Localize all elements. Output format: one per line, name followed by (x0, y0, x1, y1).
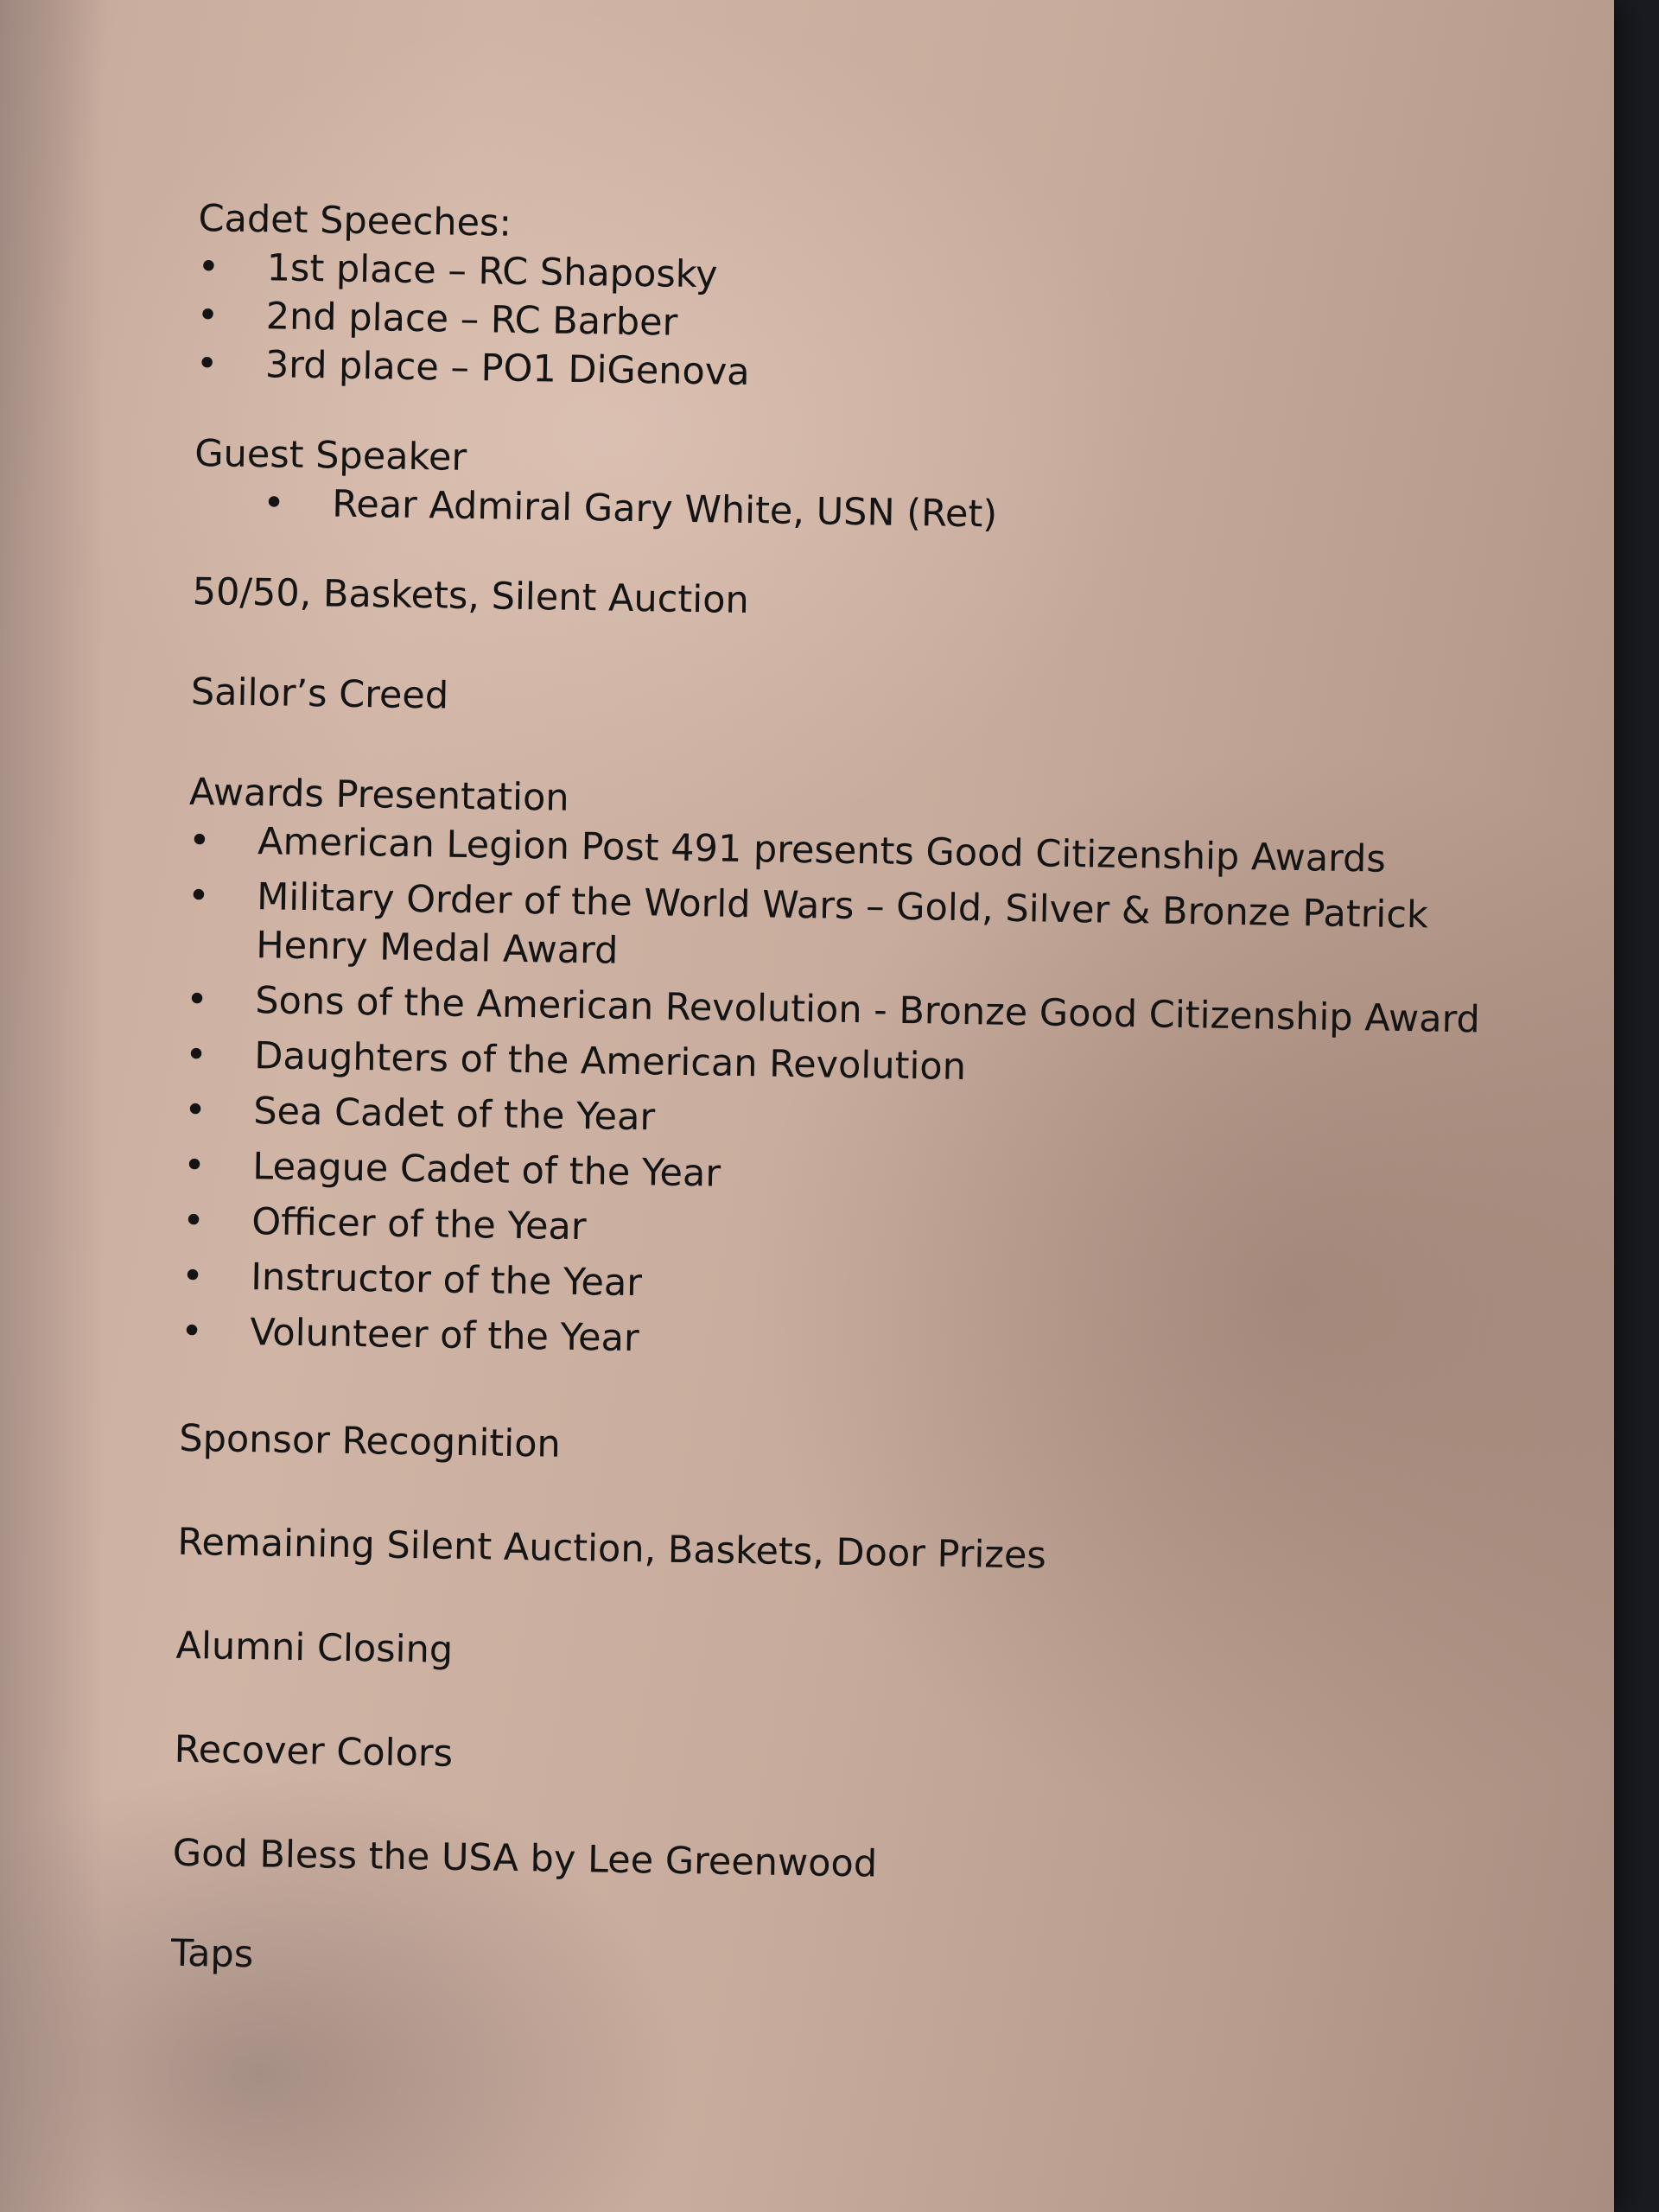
remaining-auction-heading: Remaining Silent Auction, Baskets, Door Prizes (177, 1520, 1047, 1578)
alumni-closing-heading: Alumni Closing (175, 1624, 454, 1672)
section-awards (181, 768, 1537, 1376)
guest-speaker-heading: Guest Speaker (194, 431, 467, 480)
recover-colors-heading: Recover Colors (174, 1727, 454, 1776)
list-item: • American Legion Post 491 presents Good Citizenship Awards (188, 817, 1537, 886)
program-agenda (171, 194, 1547, 1999)
list-item: • Sea Cadet of the Year (184, 1086, 1533, 1155)
list-item: • Military Order of the World Wars – Gold, Silver & Bronze Patrick Henry Medal Award (187, 872, 1536, 989)
list-item: • League Cadet of the Year (183, 1141, 1532, 1211)
list-item: • Rear Admiral Gary White, USN (Ret) (263, 479, 1542, 547)
list-item: • Instructor of the Year (181, 1252, 1530, 1321)
list-item: • Officer of the Year (182, 1197, 1531, 1266)
sailors-creed-heading: Sailor’s Creed (190, 670, 449, 718)
sponsor-recognition-heading: Sponsor Recognition (178, 1416, 562, 1466)
awards-list (181, 817, 1537, 1376)
list-item: • Sons of the American Revolution - Bronze Good Citizenship Award (186, 976, 1535, 1045)
list-item: • 2nd place – RC Barber (196, 291, 1545, 360)
auction-heading: 50/50, Baskets, Silent Auction (192, 569, 750, 623)
awards-heading: Awards Presentation (188, 770, 570, 820)
section-cadet-speeches (195, 194, 1546, 409)
taps-heading: Taps (170, 1931, 254, 1977)
list-item: • Daughters of the American Revolution (185, 1031, 1534, 1100)
list-item: • Volunteer of the Year (181, 1307, 1529, 1376)
cadet-speeches-heading: Cadet Speeches: (198, 196, 512, 245)
cadet-speeches-list (195, 243, 1545, 409)
list-item: • 1st place – RC Shaposky (197, 243, 1546, 312)
god-bless-usa-heading: God Bless the USA by Lee Greenwood (172, 1831, 878, 1886)
list-item: • 3rd place – PO1 DiGenova (195, 340, 1544, 409)
